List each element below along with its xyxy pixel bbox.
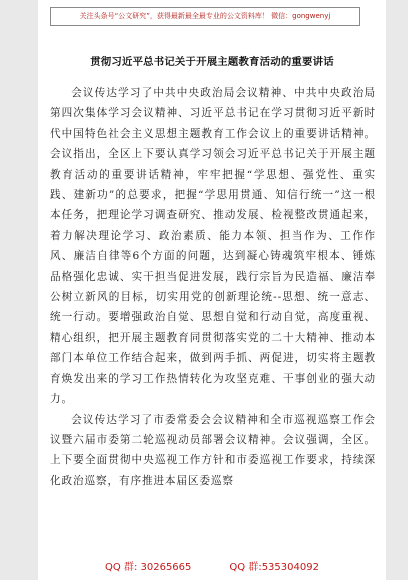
header-note: 关注头条号“公文研究”，获得最新最全最专业的公文资料库！ 微信：gongwenyj: [50, 7, 360, 26]
footer-note: [38, 558, 386, 573]
document-title: 贯彻习近平总书记关于开展主题教育活动的重要讲话: [90, 56, 334, 68]
document-page: [38, 0, 386, 580]
document-body: [50, 83, 376, 491]
paragraph-2: 会议传达学习了市委常委会会议精神和全市巡视巡察工作会议暨六届市委第二轮巡视动员部署会议精神。会议强调，全区。上下要全面贯彻中央巡视工作方针和市委巡视工作要求，持续深化政治巡察，有序推进本届区委巡察: [50, 413, 376, 487]
footer-qq-group-2: QQ 群:535304092: [229, 562, 319, 573]
paragraph-1: 会议传达学习了中共中央政治局会议精神、中共中央政治局第四次集体学习会议精神、习近平总书记在学习贯彻习近平新时代中国特色社会主义思想主题教育工作会议上的重要讲话精神。会议指出，全区上下要认真学习领会习近平总书记关于开展主题教育活动的重要讲话精神，牢牢把握“学思想、强党性、重实践、建新功”的总要求，把握“学思用贯通、知信行统一”这一根本任务，把理论学习调查研究、推动发展、检视整改贯通起来，着力解决理论学习、政治素质、能力本领、担当作为、工作作风、廉洁自律等6个方面的问题，达到凝心铸魂筑牢根本、锤炼品格强化忠诚、实干担当促进发展，践行宗旨为民造福、廉洁奉公树立新风的目标，切实用党的创新理论统--思想、统一意志、统一行动。要增强政治自觉、思想自觉和行动自觉，高度重视、精心组织，把开展主题教育同贯彻落实党的二十大精神、推动本部门本单位工作结合起来，做到两手抓、两促进，切实将主题教育焕发出来的学习工作热情转化为攻坚克难、干事创业的强大动力。: [50, 87, 376, 406]
footer-qq-group-1: QQ 群: 30265665: [105, 562, 192, 573]
